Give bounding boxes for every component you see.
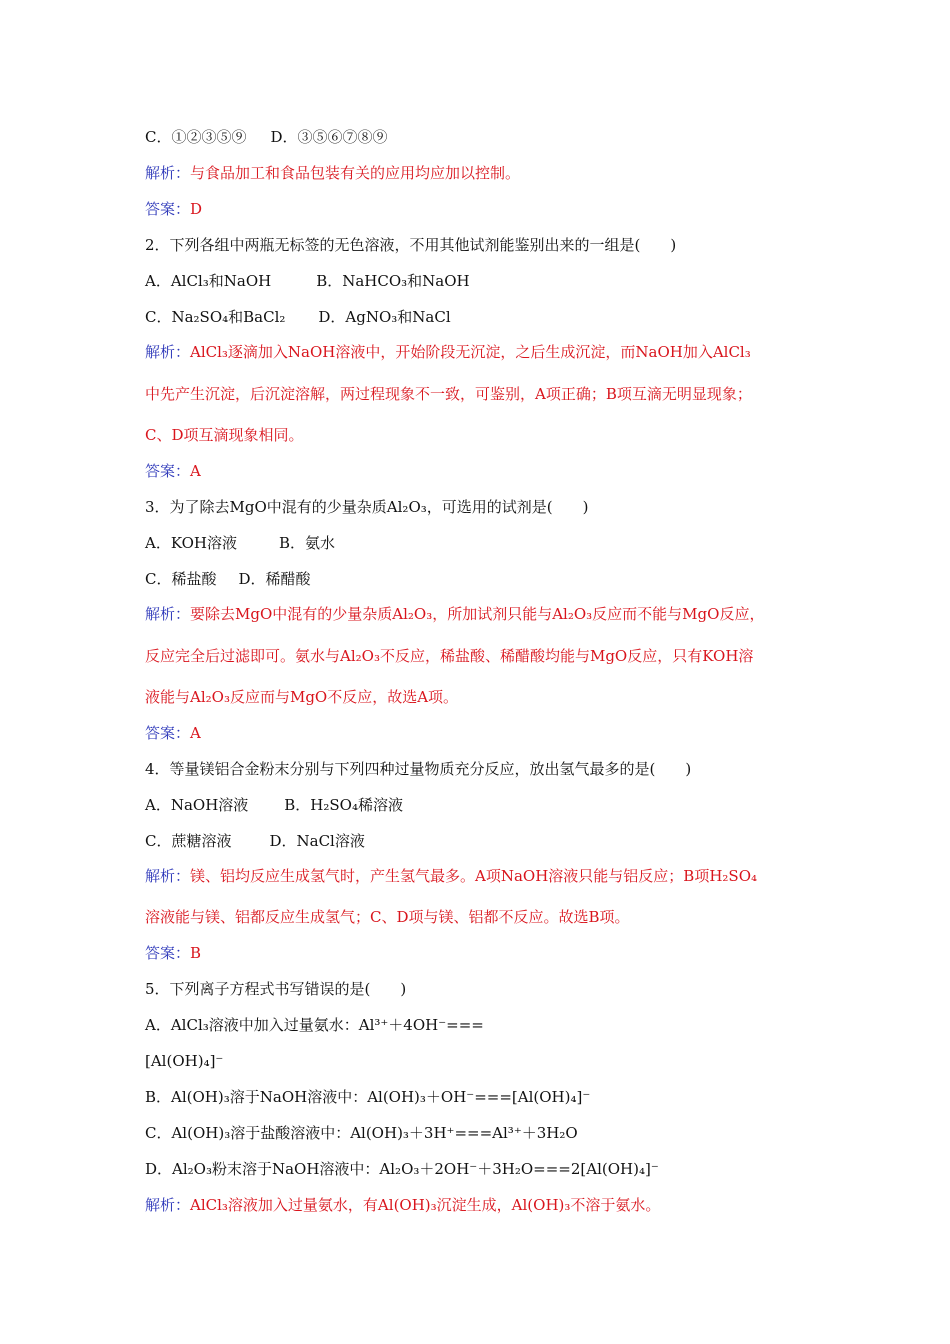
answer-value: A [190,462,201,480]
analysis-text: 要除去MgO中混有的少量杂质Al₂O₃，所加试剂只能与Al₂O₃反应而不能与MgO反应， [190,605,765,623]
analysis-line [145,866,757,886]
option-a: A．AlCl₃和NaOH [145,272,272,290]
option-c: C．Na₂SO₄和BaCl₂ [145,308,286,326]
option-d: D．稀醋酸 [238,570,311,588]
question-options-row [145,271,470,291]
answer-label: 答案： [145,944,191,962]
answer-value: B [190,944,202,962]
question-3-stem: 3．为了除去MgO中混有的少量杂质Al₂O₃，可选用的试剂是( ) [145,498,589,516]
analysis-continuation: 反应完全后过滤即可。氨水与Al₂O₃不反应，稀盐酸、稀醋酸均能与MgO反应，只有KOH溶 [145,647,754,665]
option-c: C．①②③⑤⑨ [145,128,247,146]
analysis-label: 解析： [145,1196,191,1214]
answer-line [145,461,201,481]
option-a: A．KOH溶液 [145,534,238,552]
analysis-continuation: 液能与Al₂O₃反应而与MgO不反应，故选A项。 [145,688,459,706]
option-d: D．③⑤⑥⑦⑧⑨ [270,128,388,146]
analysis-text: AlCl₃溶液加入过量氨水，有Al(OH)₃沉淀生成，Al(OH)₃不溶于氨水。 [190,1196,661,1214]
question-5-stem: 5．下列离子方程式书写错误的是( ) [145,980,407,998]
question-options-row [145,795,403,815]
analysis-continuation: C、D项互滴现象相同。 [145,426,304,444]
analysis-line [145,604,764,624]
question-options-row [145,569,311,589]
option-b: B．H₂SO₄稀溶液 [284,796,403,814]
analysis-line [145,342,751,362]
question-2-stem: 2．下列各组中两瓶无标签的无色溶液，不用其他试剂能鉴别出来的一组是( ) [145,236,677,254]
question-4-stem: 4．等量镁铝合金粉末分别与下列四种过量物质充分反应，放出氢气最多的是( ) [145,760,692,778]
analysis-label: 解析： [145,164,191,182]
answer-line [145,199,202,219]
option-b: B．氨水 [279,534,336,552]
answer-value: D [190,200,203,218]
question-options-row [145,831,365,851]
analysis-label: 解析： [145,343,191,361]
option-a: A．NaOH溶液 [145,796,249,814]
analysis-line [145,1195,660,1215]
analysis-text: AlCl₃逐滴加入NaOH溶液中，开始阶段无沉淀，之后生成沉淀，而NaOH加入AlCl₃ [190,343,751,361]
answer-line [145,723,201,743]
question-options-row [145,307,451,327]
analysis-continuation: 溶液能与镁、铝都反应生成氢气；C、D项与镁、铝都不反应。故选B项。 [145,908,630,926]
analysis-label: 解析： [145,605,191,623]
option-b: B．Al(OH)₃溶于NaOH溶液中：Al(OH)₃＋OH⁻===[Al(OH)₄]⁻ [145,1088,591,1106]
question-options-row [145,127,388,147]
option-a-continuation: [Al(OH)₄]⁻ [145,1052,224,1070]
option-d: D．AgNO₃和NaCl [318,308,451,326]
answer-label: 答案： [145,724,191,742]
option-a: A．AlCl₃溶液中加入过量氨水：Al³⁺＋4OH⁻=== [145,1016,484,1034]
analysis-text: 与食品加工和食品包装有关的应用均应加以控制。 [190,164,521,182]
option-d: D．Al₂O₃粉末溶于NaOH溶液中：Al₂O₃＋2OH⁻＋3H₂O===2[Al(OH)₄]⁻ [145,1160,659,1178]
analysis-label: 解析： [145,867,191,885]
option-d: D．NaCl溶液 [269,832,365,850]
option-c: C．蔗糖溶液 [145,832,232,850]
answer-label: 答案： [145,200,191,218]
analysis-text: 镁、铝均反应生成氢气时，产生氢气最多。A项NaOH溶液只能与铝反应；B项H₂SO₄ [190,867,758,885]
analysis-line [145,163,520,183]
answer-line [145,943,201,963]
option-b: B．NaHCO₃和NaOH [316,272,470,290]
analysis-continuation: 中先产生沉淀，后沉淀溶解，两过程现象不一致，可鉴别，A项正确；B项互滴无明显现象； [145,385,752,403]
answer-label: 答案： [145,462,191,480]
option-c: C．稀盐酸 [145,570,217,588]
question-options-row [145,533,335,553]
option-c: C．Al(OH)₃溶于盐酸溶液中：Al(OH)₃＋3H⁺===Al³⁺＋3H₂O [145,1124,578,1142]
answer-value: A [190,724,201,742]
